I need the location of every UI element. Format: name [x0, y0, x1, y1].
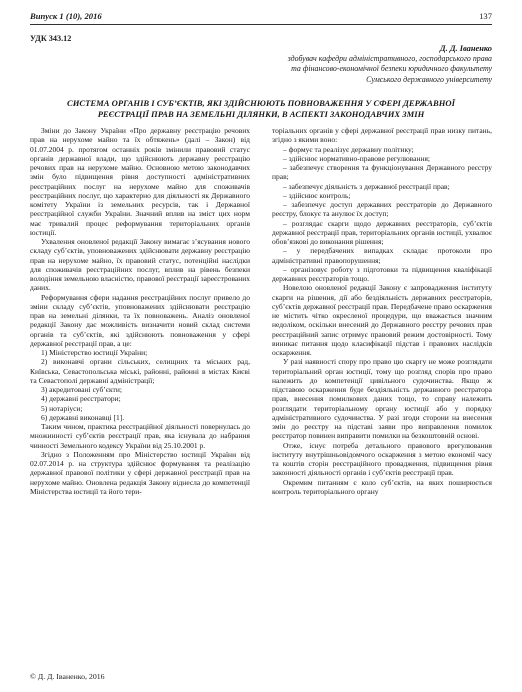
paragraph: торіальних органів у сфері державної реєстрації прав низку питань, згідно з якими воно:: [272, 126, 492, 145]
paragraph: Таким чином, практика реєстраційної діяльності повернулась до множинності суб’єктів реєстрації прав, яка існувала до набрання чинності Земельного кодексу України від 25.10.2001 р.: [30, 422, 250, 450]
list-item: – забезпечує діяльність з державної реєстрації прав;: [283, 181, 450, 191]
list-item: – у передбачених випадках складає протоколи про адміністративні правопорушення;: [272, 246, 492, 265]
paragraph: Новелою оновленої редакції Закону є запровадження інституту скарги на рішення, дії або бездіяльність державних реєстраторів, суб’єктів державної реєстрації прав. Передбачене право оскарження не містить чітко окресленої процедури, що вважається значним недоліком, оскільки внесений до Державного реєстру речових прав реєстраційний запис отримує правовий режим достовірності. Тому виникає питання щодо класифікації підстав і правових наслідків оскарження.: [272, 283, 492, 357]
copyright-footer: © Д. Д. Іваненко, 2016: [30, 672, 105, 681]
list-item: 5) нотаріуси;: [41, 403, 83, 413]
author-block: [192, 44, 492, 85]
list-item: 2) виконавчі органи сільських, селищних та міських рад, Київська, Севастопольська міські, районні, районні в містах Києві та Севастополі державні адміністрації;: [30, 357, 250, 385]
paragraph: Ухвалення оновленої редакції Закону вимагає з’ясування нового складу суб’єктів, уповноважених здійснювати державну реєстрацію прав на нерухоме майно, їх правовий статус, потенційні наслідки для споживачів реєстраційних послуг, вплив на рівень безпеки володіння земельною власністю, правової реєстрації зареєстрованих даних.: [30, 237, 250, 293]
list-item: 3) акредитовані суб’єкти;: [41, 385, 122, 394]
article-title: [40, 98, 482, 119]
journal-issue: Випуск 1 (10), 2016: [30, 11, 102, 21]
title-line: РЕЄСТРАЦІЇ ПРАВ НА ЗЕМЕЛЬНІ ДІЛЯНКИ, В АСПЕКТІ ЗАКОНОДАВЧИХ ЗМІН: [97, 108, 425, 119]
list-item: – забезпечує доступ державних реєстраторів до Державного реєстру, блокує та анулює їх доступ;: [272, 200, 492, 219]
udk-code: УДК 343.12: [30, 34, 72, 43]
author-affiliation-line: та фінансово-економічної безпеки юридичного факультету: [291, 64, 492, 74]
list-item: – розглядає скарги щодо державних реєстраторів, суб’єктів державної реєстрації прав, територіальних органів юстиції, ухвалює обов’язкові до виконання рішення;: [272, 218, 492, 246]
paragraph: Отже, існує потреба детального правового врегулювання інституту внутрішньовідомчого оскарження з метою економії часу та коштів сторін реєстраційного провадження, підвищення рівня законності діяльності органів і суб’єктів реєстрації прав.: [272, 440, 492, 478]
author-name: Д. Д. Іваненко: [439, 44, 492, 53]
list-item: – формує та реалізує державну політику;: [283, 144, 414, 154]
paragraph: Окремим питанням є коло суб’єктів, на яких поширюється контроль територіального органу: [272, 477, 492, 496]
title-line: СИСТЕМА ОРГАНІВ І СУБ’ЄКТІВ, ЯКІ ЗДІЙСНЮЮТЬ ПОВНОВАЖЕННЯ У СФЕРІ ДЕРЖАВНОЇ: [67, 98, 455, 108]
list-item: – здійснює контроль;: [283, 190, 351, 200]
list-item: – забезпечує створення та функціонування Державного реєстру прав;: [272, 163, 492, 182]
list-item: 4) державні реєстратори;: [41, 394, 121, 404]
paragraph: У разі наявності спору про право цю скаргу не може розглядати територіальний орган юстиції, тому що розгляд спорів про право належить до компетенції цивільного судочинства. Якщо ж підставою оскарження буде бездіяльність державного реєстратора прав, внесення помилкових даних тощо, то справу належить розглядати територіальному органу юстиції або у порядку адміністративного судочинства. У разі згоди сторони на внесення змін до реєстру на підставі заяви про виправлення помилок реєстратор повинен виправити помилки на безкоштовній основі.: [272, 357, 492, 441]
paragraph: Згідно з Положенням про Міністерство юстиції України від 02.07.2014 р. на структура здійснює формування та реалізацію державної правової політики у сфері державної реєстрації прав на нерухоме майно. Оновлена редакція Закону віднесла до компетенції Міністерства юстиції та його тери-: [30, 449, 250, 496]
paragraph: Зміни до Закону України «Про державну реєстрацію речових прав на нерухоме майно та їх обтяжень» (далі – Закон) від 01.07.2004 р. протягом останніх років змінили правовий статус органів державної влади, що здійснюють державну реєстрацію речових прав на нерухоме майно. Основною метою законодавчих змін було підвищення рівня доступності адміністративних реєстраційних послуг на нерухоме майно для споживачів реєстраційних послуг, що характерно для діяльності як Державного комітету України із земельних ресурсів, так і Державної реєстраційної служби України. Значний вплив на зміст цих норм має тривалий процес реформування територіальних органів юстиції.: [30, 126, 250, 237]
page-number: 137: [479, 11, 492, 21]
running-header: [30, 8, 492, 25]
list-item: – організовує роботу з підготовки та підвищення кваліфікації державних реєстраторів тощо.: [272, 264, 492, 283]
paragraph: Реформування сфери надання реєстраційних послуг привело до зміни складу суб’єктів, уповноважених здійснювати реєстрацію прав на земельні ділянки, та їх повноважень. Аналіз оновленої редакції Закону дає можливість визначити новий склад системи органів та суб’єктів, які здійснюють повноваження у сфері державної реєстрації прав, а це:: [30, 292, 250, 348]
list-item: 1) Міністерство юстиції України;: [41, 348, 148, 357]
author-affiliation-line: здобувач кафедри адміністративного, господарського права: [287, 54, 492, 64]
left-column: [30, 126, 250, 646]
author-affiliation-line: Сумського державного університету: [366, 74, 492, 84]
list-item: 6) державні виконавці [1].: [41, 412, 125, 422]
list-item: – здійснює нормативно-правове регулювання;: [283, 153, 431, 163]
right-column: [272, 126, 492, 646]
